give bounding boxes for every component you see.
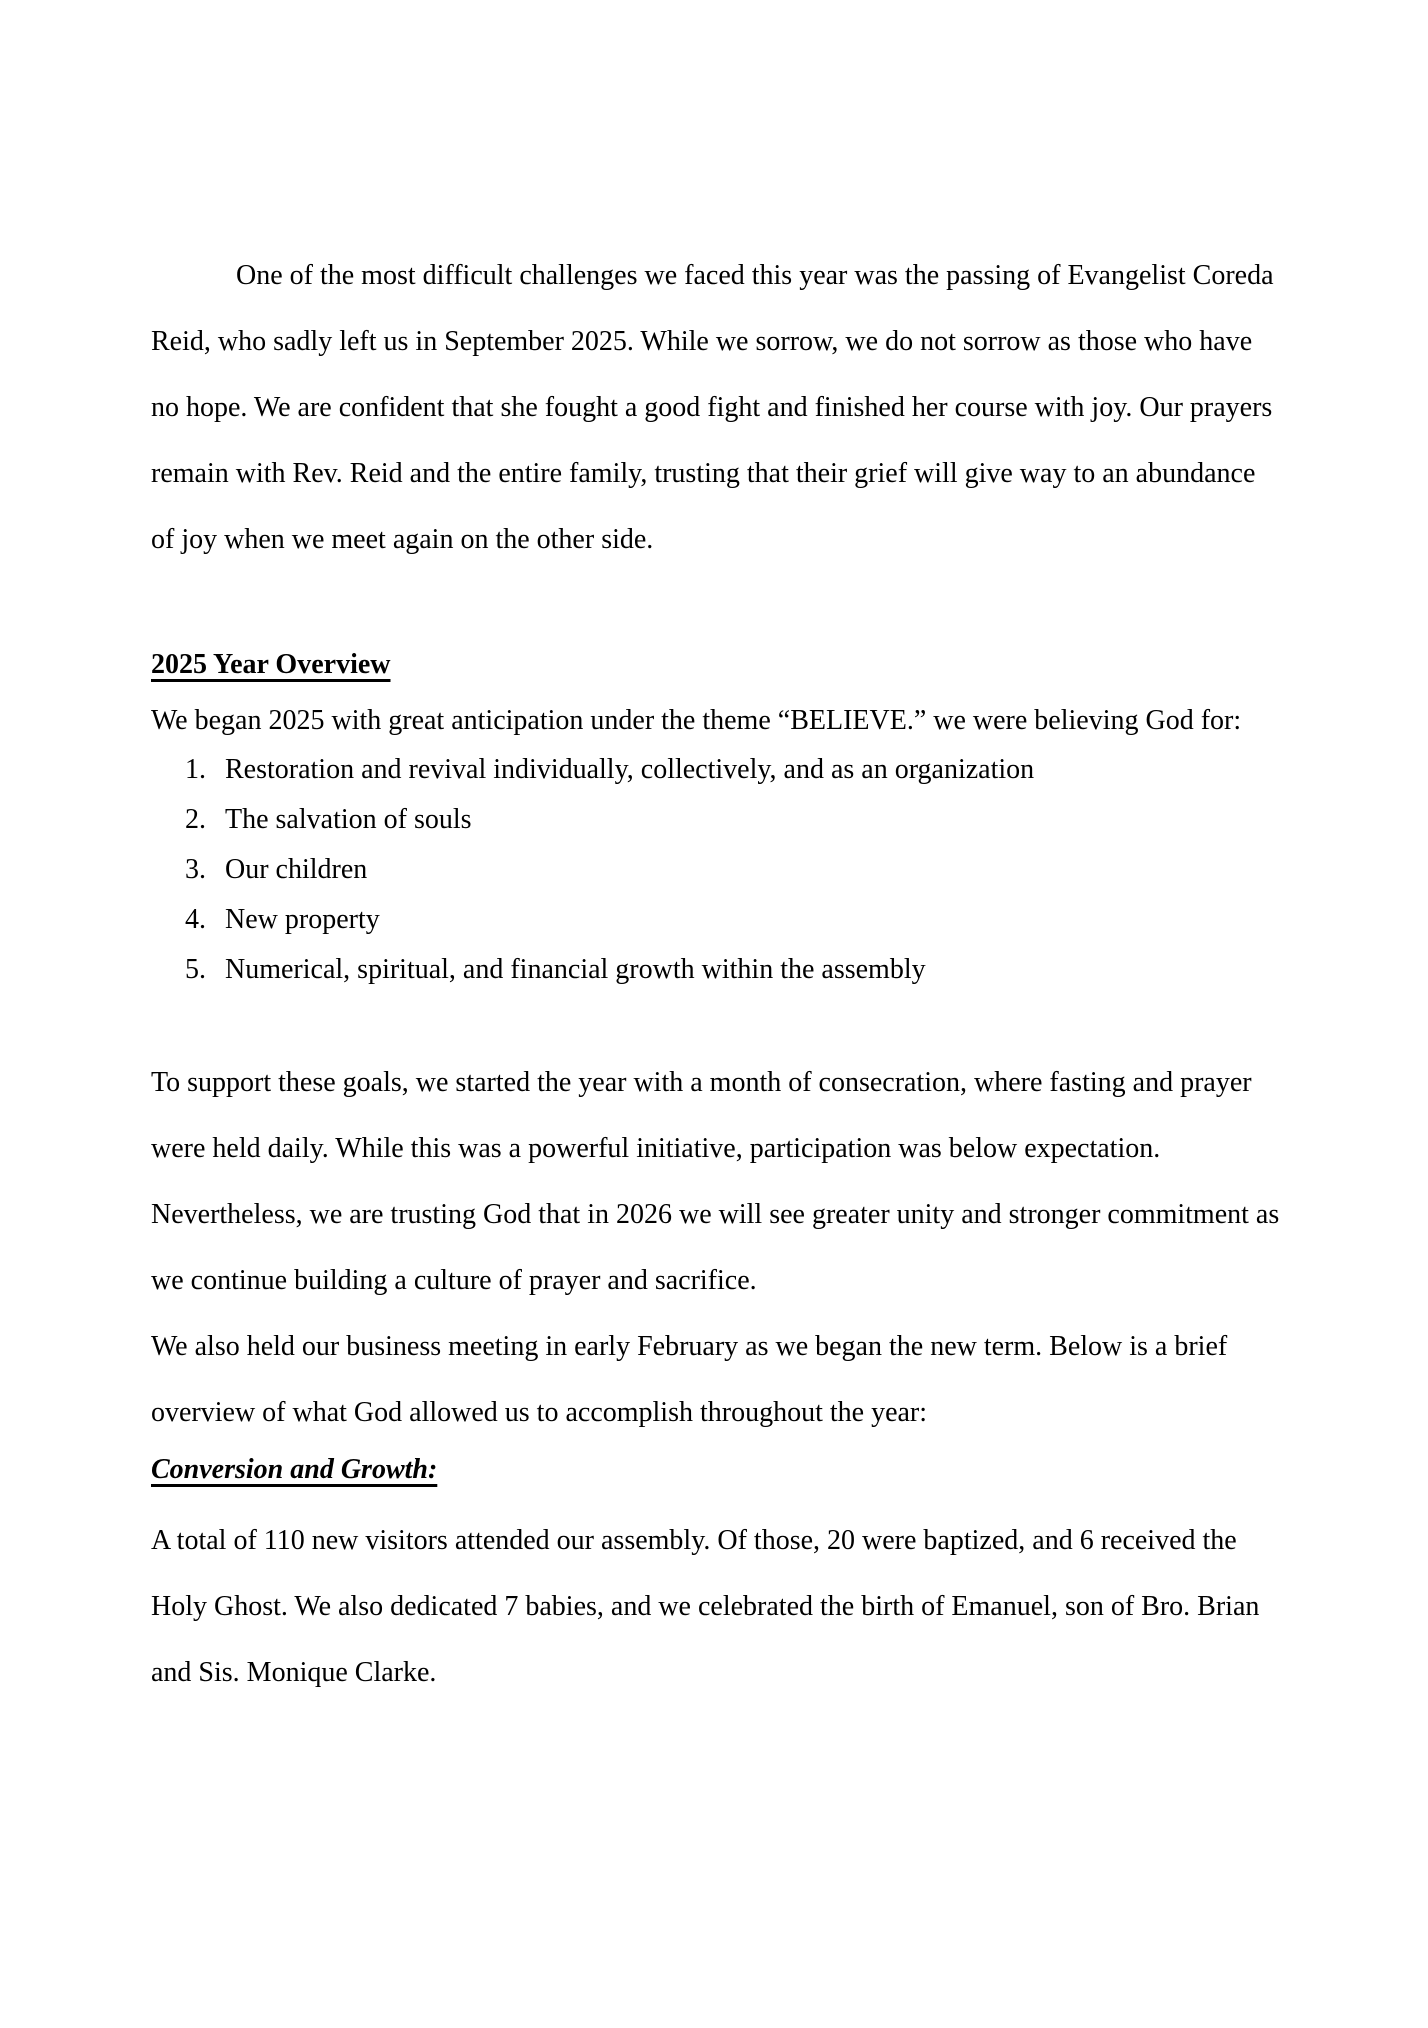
goal-item-4: 4. New property — [213, 895, 1281, 945]
goal-item-3: 3. Our children — [213, 845, 1281, 895]
conversion-paragraph: A total of 110 new visitors attended our assembly. Of those, 20 were baptized, and 6 received the Holy Ghost. We also dedicated 7 babies, and we celebrated the birth of Emanuel, son of Bro. Brian and Sis. Monique Clarke. — [151, 1525, 1260, 1688]
goal-item-2: 2. The salvation of souls — [213, 795, 1281, 845]
support-paragraph: To support these goals, we started the year with a month of consecration, where fasting and prayer were held daily. While this was a powerful initiative, participation was below expectation. Nevertheless, we are trusting God that in 2026 we will see greater unity and stronger commitment as we continue building a culture of prayer and sacrifice. — [151, 1067, 1280, 1296]
conversion-heading: Conversion and Growth: — [151, 1454, 438, 1485]
goals-list — [151, 745, 1281, 995]
overview-heading: 2025 Year Overview — [151, 649, 391, 680]
goal-item-1: 1. Restoration and revival individually, collectively, and as an organization — [213, 745, 1281, 795]
meeting-paragraph: We also held our business meeting in early February as we began the new term. Below is a brief overview of what God allowed us to accomplish throughout the year: — [151, 1331, 1228, 1428]
overview-intro-paragraph: We began 2025 with great anticipation under the theme “BELIEVE.” we were believing God for: — [151, 705, 1242, 736]
opening-paragraph: One of the most difficult challenges we faced this year was the passing of Evangelist Coreda Reid, who sadly left us in September 2025. While we sorrow, we do not sorrow as those who have no hope. We are confident that she fought a good fight and finished her course with joy. Our prayers remain with Rev. Reid and the entire family, trusting that their grief will give way to an abundance of joy when we meet again on the other side. — [151, 260, 1274, 555]
goal-item-5: 5. Numerical, spiritual, and financial growth within the assembly — [213, 945, 1281, 995]
